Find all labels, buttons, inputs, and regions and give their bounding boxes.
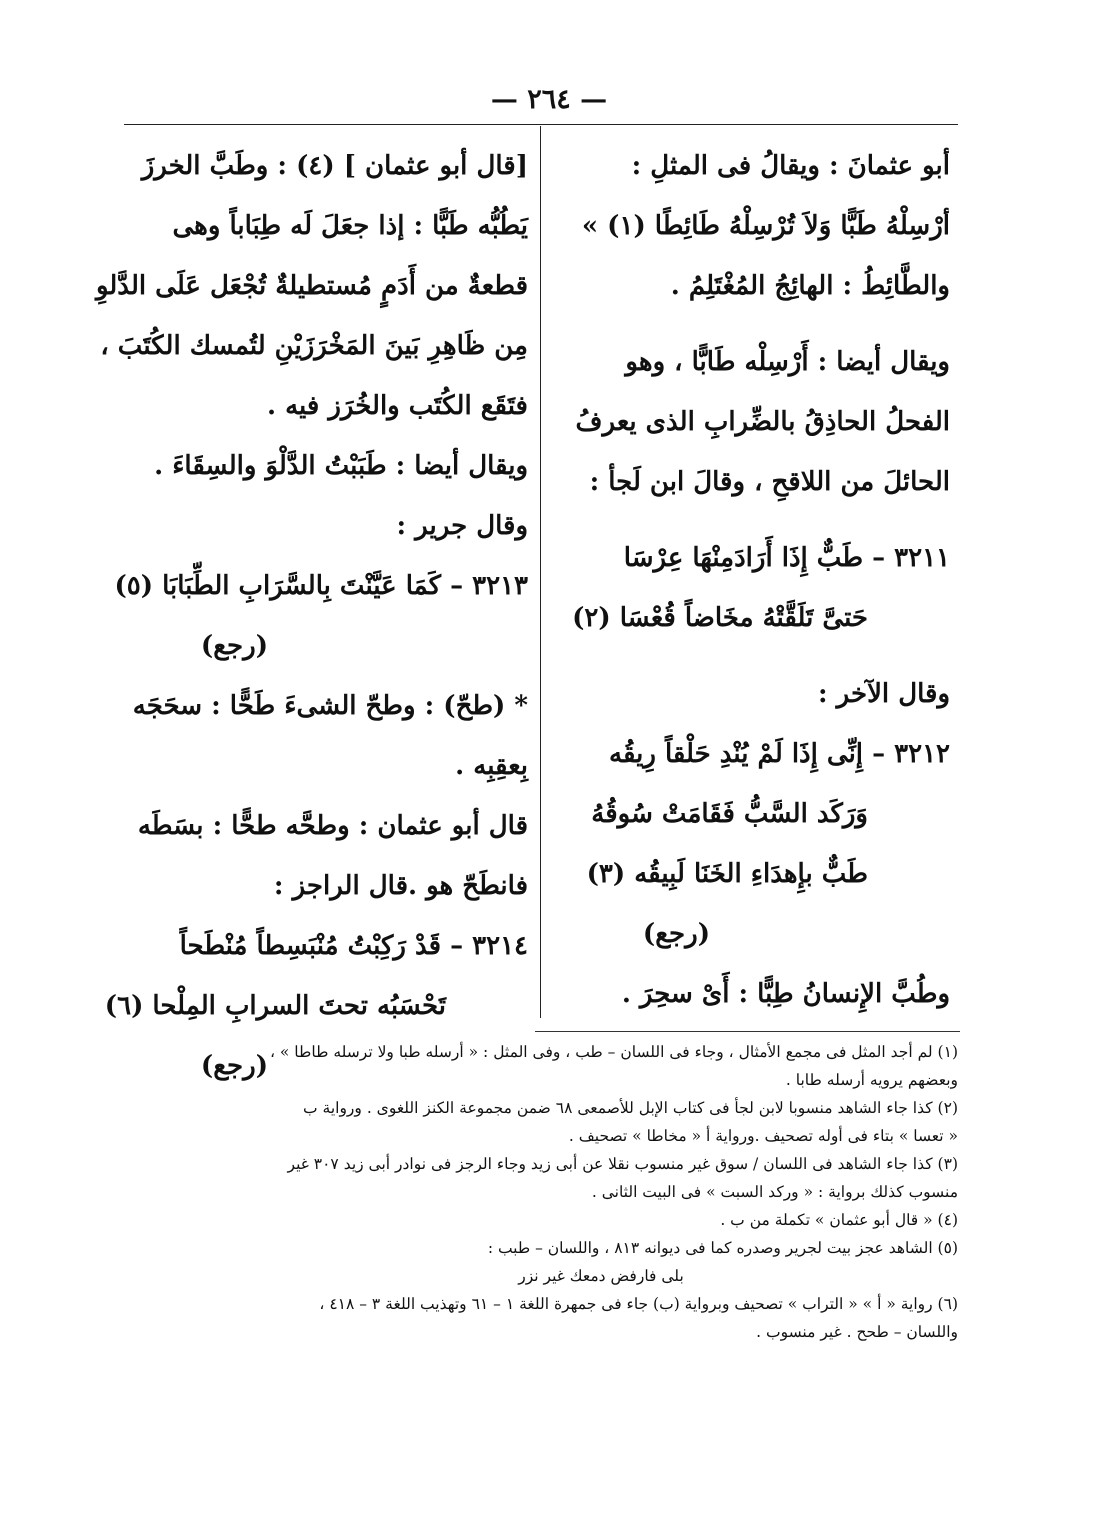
text-line: فانطَحّ هو .قال الراجز :: [273, 871, 528, 901]
page-number: — ٢٦٤ —: [490, 84, 608, 115]
text-line: والطَّائِطُ : الهائِجُ المُغْتَلِمُ .: [670, 271, 950, 301]
footnote-line: (٦) رواية « أ » « التراب » تصحيف وبرواية (ب) جاء فى جمهرة اللغة ١ – ٦١ وتهذيب اللغة ٣ – ٤١٨ ،: [319, 1295, 958, 1313]
text-line: فتَقَع الكُتَب والخُرَز فيه .: [266, 391, 528, 421]
text-line: يَطُبُّه طَبًّا : إذا جعَلَ لَه طِبَاباً وهى: [172, 211, 528, 241]
text-line: قطعةٌ من أَدَمٍ مُستطيلةٌ تُجْعَل عَلَى الدَّلوِ: [95, 271, 528, 301]
header-rule: [124, 124, 958, 125]
footnote-verse: بلى فارفض دمعك غير نزر: [518, 1267, 684, 1285]
footnote-line: (٤) « قال أبو عثمان » تكملة من ب .: [720, 1211, 958, 1229]
text-line: وقال الآخر :: [818, 679, 950, 709]
entry-heading: * (طحّ) : وطحّ الشىءَ طَحًّا : سحَجَه: [132, 691, 528, 721]
text-line: الحائلَ من اللاقحِ ، وقالَ ابن لَجأ :: [589, 467, 950, 497]
text-line: أرْسِلْهُ طَبًّا وَلاَ تُرْسِلْهُ طَائِطًا (١) »: [581, 211, 950, 241]
text-line: ويقال أيضا : طَبَبْتُ الدَّلْوَ والسِقَاءَ .: [154, 451, 528, 481]
footnote-line: واللسان – طحح . غير منسوب .: [756, 1323, 958, 1341]
text-line: وطُبَّ الإِنسانُ طِبًّا : أَىْ سحِرَ .: [621, 979, 950, 1009]
text-line: أبو عثمانَ : ويقالُ فى المثلِ :: [631, 151, 950, 181]
spacer: [560, 648, 950, 664]
spacer: [560, 512, 950, 528]
spacer: [560, 316, 950, 332]
text-line: وقال جرير :: [396, 511, 528, 541]
footnote-line: (٢) كذا جاء الشاهد منسوبا لابن لجأ فى كتاب الإبل للأصمعى ٦٨ ضمن مجموعة الكنز اللغوى . ورواية ب: [303, 1099, 958, 1117]
verse-line: وَرَكَد السَّبُّ فَقَامَتْ سُوقُهُ: [591, 799, 868, 829]
footnote-line: (١) لم أجد المثل فى مجمع الأمثال ، وجاء فى اللسان – طب ، وفى المثل : « أرسله طبا ولا ترسله طاطا » ،: [269, 1043, 958, 1061]
verse-line: حَتىَّ تَلَقَّتْهُ مخَاضاً قُعْسَا (٢): [572, 603, 868, 633]
verse-line: ٣٢١٢ – إِنِّى إِذَا لَمْ يُنْدِ حَلْقاً رِيقُه: [609, 739, 950, 769]
footnotes: [124, 1038, 958, 1346]
footnote-line: منسوب كذلك برواية : « وركد السبت » فى البيت الثانى .: [591, 1183, 958, 1201]
text-line: مِن ظَاهِرِ بَينَ المَخْرَزَيْنِ لتُمسك الكُتَبَ ،: [100, 331, 528, 361]
text-line: قال أبو عثمان : وطحَّه طحًّا : بسَطَه: [137, 811, 528, 841]
text-line: ويقال أيضا : أَرْسِلْه طَابًّا ، وهو: [625, 347, 950, 377]
footnote-line: (٥) الشاهد عجز بيت لجرير وصدره كما فى ديوانه ٨١٣ ، واللسان – طبب :: [487, 1239, 958, 1257]
rajaz-marker: (رجع): [200, 1051, 268, 1081]
verse-line: ٣٢١٣ – كَمَا عَيَّنْتَ بِالسَّرَابِ الطِّبَابَا (٥): [114, 571, 528, 601]
footnote-rule: [535, 1031, 960, 1032]
footnote-line: وبعضهم يرويه أرسله طابا .: [785, 1071, 958, 1089]
footnote-line: (٣) كذا جاء الشاهد فى اللسان / سوق غير منسوب نقلا عن أبى زيد وجاء الرجز فى نوادر أبى زيد ٣٠٧ غير: [287, 1155, 958, 1173]
rajaz-marker: (رجع): [642, 919, 710, 949]
left-column: [95, 136, 528, 1096]
footnote-line: « تعسا » بتاء فى أوله تصحيف .ورواية أ « مخاطا » تصحيف .: [568, 1127, 958, 1145]
rajaz-marker: (رجع): [200, 631, 268, 661]
column-divider: [540, 126, 541, 1018]
text-line: بِعقِبِه .: [455, 751, 528, 781]
verse-line: ٣٢١١ – طَبٌّ إِذَا أَرَادَمِنْهَا عِرْسَا: [623, 543, 950, 573]
right-column: [560, 136, 950, 1024]
verse-line: ٣٢١٤ – قَدْ رَكِبْتُ مُنْبَسِطاً مُنْطَحاً: [179, 931, 528, 961]
verse-line: تَحْسَبُه تحتَ السرابِ المِلْحا (٦): [104, 991, 446, 1021]
verse-line: طَبٌّ بإِهدَاءِ الخَنَا لَبِيقُه (٣): [586, 859, 868, 889]
text-line: [قال أبو عثمان ] (٤) : وطَبَّ الخرزَ: [141, 151, 528, 181]
text-line: الفحلُ الحاذِقُ بالضِّرابِ الذى يعرفُ: [575, 407, 950, 437]
